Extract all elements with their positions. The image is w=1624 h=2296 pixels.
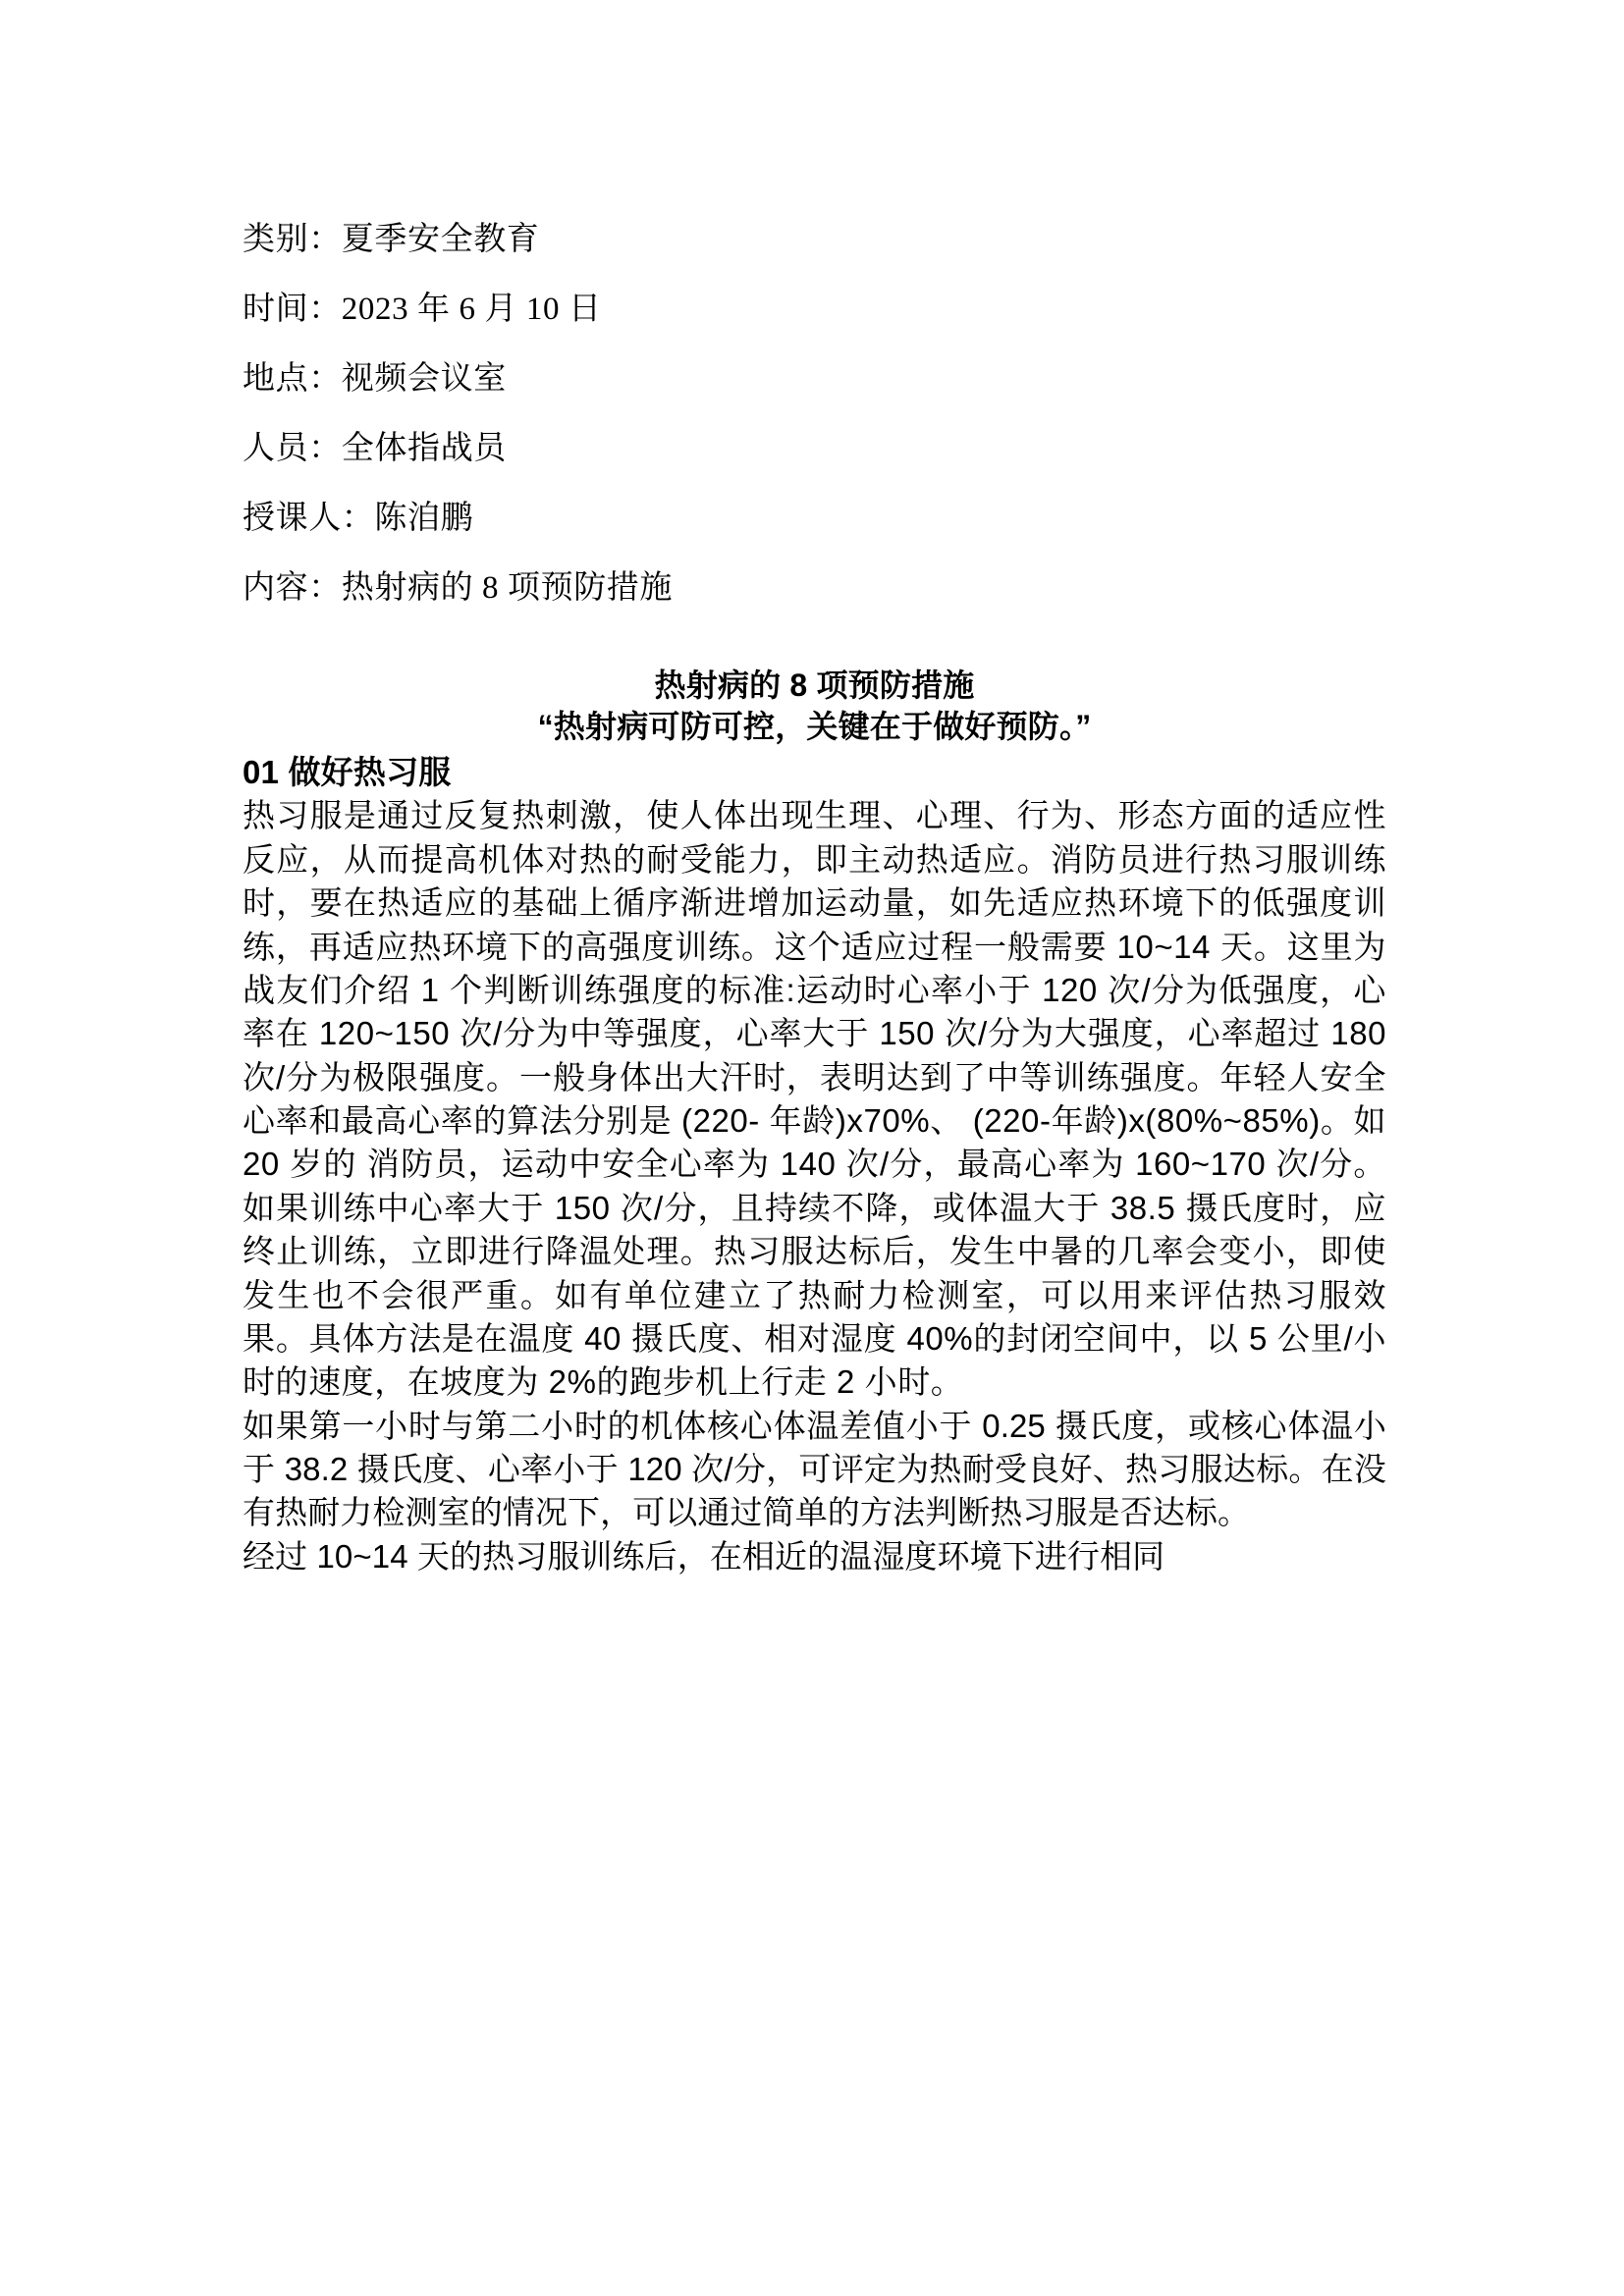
meta-line-time: 时间：2023 年 6 月 10 日 (243, 292, 602, 327)
meta-line-category: 类别：夏季安全教育 (243, 222, 540, 257)
meta-line-instructor: 授课人：陈洎鹏 (243, 501, 474, 536)
meta-line-attendees: 人员：全体指战员 (243, 431, 507, 466)
meta-line-location: 地点：视频会议室 (243, 361, 507, 397)
meeting-meta-block (243, 224, 1386, 605)
section-heading-01: 01 做好热习服 (243, 754, 452, 791)
page-subtitle: “热射病可防可控，关键在于做好预防。” (537, 708, 1092, 744)
section-01-paragraph-2: 如果第一小时与第二小时的机体核心体温差值小于 0.25 摄氏度，或核心体温小于 38.2 摄氏度、心率小于 120 次/分，可评定为热耐受良好、热习服达标。在没有热耐力检测室的情况下，可以通过简单的方法判断热习服是否达标。 (243, 1407, 1386, 1531)
section-01-paragraph-1: 热习服是通过反复热刺激，使人体出现生理、心理、行为、形态方面的适应性反应，从而提高机体对热的耐受能力，即主动热适应。消防员进行热习服训练时，要在热适应的基础上循序渐进增加运动量，如先适应热环境下的低强度训练，再适应热环境下的高强度训练。这个适应过程一般需要 10~14 天。这里为战友们介绍 1 个判断训练强度的标准:运动时心率小于 120 次/分为低强度，心率在 120~150 次/分为中等强度，心率大于 150 次/分为大强度，心率超过 180 次/分为极限强度。一般身体出大汗时，表明达到了中等训练强度。年轻人安全心率和最高心率的算法分别是 (220- 年龄)x70%、 (220-年龄)x(80%~85%)。如 20 岁的 消防员，运动中安全心率为 140 次/分，最高心率为 160~170 次/分。如果训练中心率大于 150 次/分，且持续不降，或体温大于 38.5 摄氏度时，应终止训练，立即进行降温处理。热习服达标后，发生中暑的几率会变小，即使发生也不会很严重。如有单位建立了热耐力检测室，可以用来评估热习服效果。具体方法是在温度 40 摄氏度、相对湿度 40%的封闭空间中，以 5 公里/小时的速度，在坡度为 2%的跑步机上行走 2 小时。 (243, 797, 1386, 1401)
title-block (243, 666, 1386, 747)
meta-line-content: 内容：热射病的 8 项预防措施 (243, 570, 673, 606)
page-title: 热射病的 8 项预防措施 (654, 667, 975, 703)
section-01-paragraph-3: 经过 10~14 天的热习服训练后，在相近的温湿度环境下进行相同 (243, 1537, 1165, 1575)
page-content (243, 224, 1386, 1578)
